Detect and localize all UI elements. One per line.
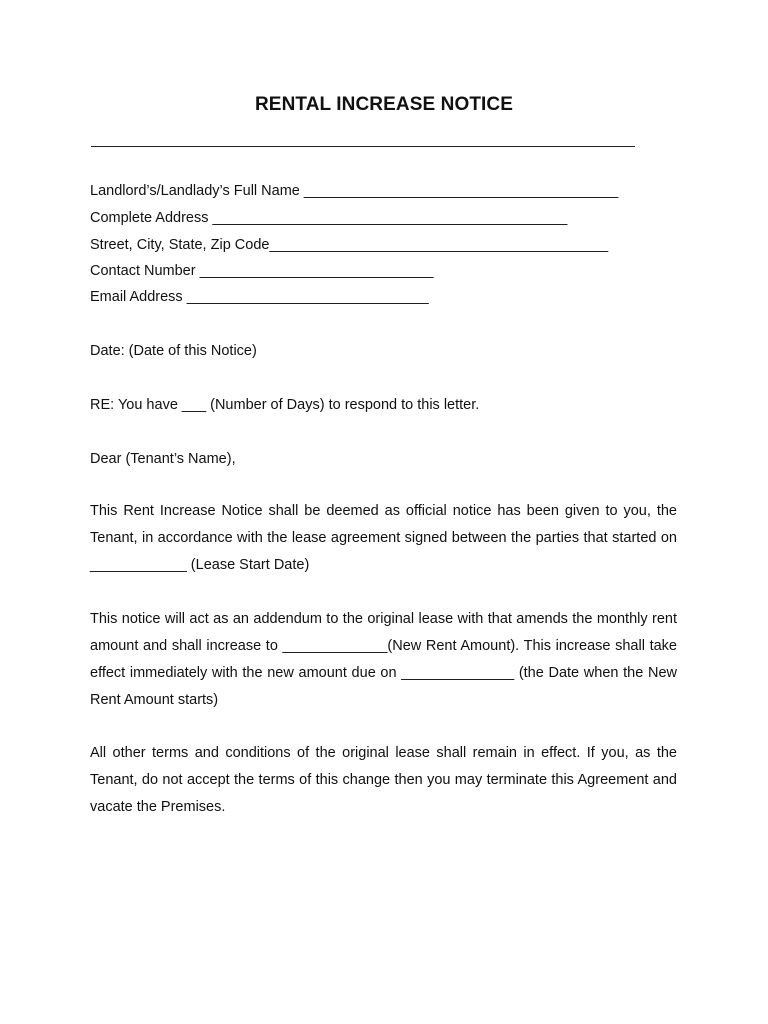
email-address-field: Email Address ______________________________ — [90, 289, 429, 305]
street-city-state-zip-field: Street, City, State, Zip Code__________________________________________ — [90, 237, 609, 253]
document-title: RENTAL INCREASE NOTICE — [254, 94, 513, 115]
landlord-full-name-field: Landlord’s/Landlady’s Full Name _______________________________________ — [90, 183, 619, 199]
complete-address-field: Complete Address ____________________________________________ — [90, 210, 568, 226]
paragraph-other-terms: All other terms and conditions of the original lease shall remain in effect. If you, as the Tenant, do not accept the terms of this change then you may terminate this Agreement and vacate the Premises. — [90, 745, 677, 815]
paragraph-official-notice: This Rent Increase Notice shall be deemed as official notice has been given to you, the Tenant, in accordance with the lease agreement signed between the parties that started on ____________ (Lease Start Date) — [90, 503, 677, 573]
contact-number-field: Contact Number _____________________________ — [90, 263, 434, 279]
notice-date-line: Date: (Date of this Notice) — [90, 343, 257, 359]
title-underline — [91, 146, 635, 147]
salutation: Dear (Tenant’s Name), — [90, 451, 236, 467]
paragraph-rent-amendment: This notice will act as an addendum to the original lease with that amends the monthly rent amount and shall increase to _____________(New Rent Amount). This increase shall take effect immediately with the new amount due on ______________ (the Date when the New Rent Amount starts) — [90, 611, 677, 708]
re-line: RE: You have ___ (Number of Days) to respond to this letter. — [90, 397, 480, 413]
